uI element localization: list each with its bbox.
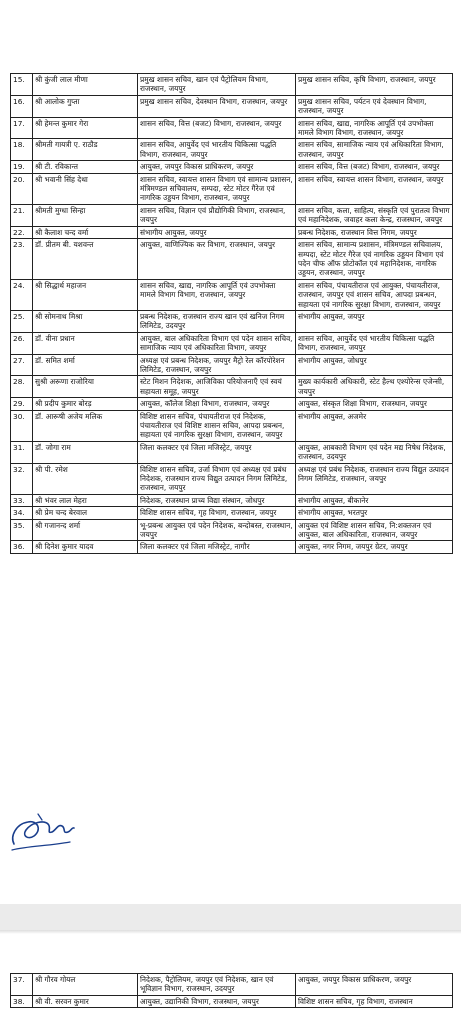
table-row [11,376,453,398]
current-posting-cell: प्रबन्ध निदेशक, राजस्थान राज्य खान एवं खनिज निगम लिमिटेड, उदयपुर [138,310,296,332]
new-posting-cell: आयुक्त, नगर निगम, जयपुर ग्रेटर, जयपुर [296,541,453,553]
table-row [11,354,453,376]
serial-number-cell: 22. [11,226,33,238]
table-row [11,398,453,410]
officer-name-cell: श्री पी. रमेश [33,463,138,494]
officer-name-cell: श्री गौरव गोयल [33,974,138,996]
current-posting-cell: शासन सचिव, स्वायत्त शासन विभाग एवं सामान्य प्रशासन, मंत्रिमण्डल सचिवालय, सम्पदा, स्टेट मोटर गैरेज एवं नागरिक उड्डयन विभाग, राजस्थान, जयपुर [138,173,296,204]
table-row [11,74,453,96]
new-posting-cell: शासन सचिव, सामाजिक न्याय एवं अधिकारिता विभाग, राजस्थान, जयपुर [296,139,453,161]
officer-name-cell: श्री कुंजी लाल मीणा [33,74,138,96]
table-row [11,494,453,506]
officer-name-cell: श्री सिद्धार्थ महाजन [33,279,138,310]
serial-number-cell: 32. [11,463,33,494]
current-posting-cell: जिला कलक्टर एवं जिला मजिस्ट्रेट, जयपुर [138,441,296,463]
new-posting-cell: संभागीय आयुक्त, भरतपुर [296,507,453,519]
table-row [11,139,453,161]
officer-name-cell: डॉ. वीना प्रधान [33,332,138,354]
table-row [11,239,453,280]
transfer-table [10,73,453,554]
serial-number-cell: 25. [11,310,33,332]
officer-name-cell: श्री गजानन्द शर्मा [33,519,138,541]
serial-number-cell: 31. [11,441,33,463]
table-row [11,117,453,139]
serial-number-cell: 27. [11,354,33,376]
serial-number-cell: 19. [11,161,33,173]
new-posting-cell: आयुक्त, संस्कृत शिक्षा विभाग, राजस्थान, जयपुर [296,398,453,410]
new-posting-cell: आयुक्त, आबकारी विभाग एवं पदेन मद्य निषेध निदेशक, राजस्थान, उदयपुर [296,441,453,463]
officer-name-cell: श्री प्रदीप कुमार बोरड़ [33,398,138,410]
new-posting-cell: संभागीय आयुक्त, अजमेर [296,410,453,441]
current-posting-cell: निदेशक, राजस्थान प्राच्य विद्या संस्थान, जोधपुर [138,494,296,506]
current-posting-cell: आयुक्त, वाणिज्यिक कर विभाग, राजस्थान, जयपुर [138,239,296,280]
table-row [11,995,453,1007]
officer-name-cell: श्री सोमनाथ मिश्रा [33,310,138,332]
serial-number-cell: 38. [11,995,33,1007]
serial-number-cell: 30. [11,410,33,441]
new-posting-cell: अध्यक्ष एवं प्रबंध निदेशक, राजस्थान राज्य विद्युत उत्पादन निगम लिमिटेड, राजस्थान, जयपुर [296,463,453,494]
officer-name-cell: डॉ. प्रीतम बी. यशवन्त [33,239,138,280]
new-posting-cell: संभागीय आयुक्त, जयपुर [296,310,453,332]
document-page-2 [0,930,461,1024]
officer-name-cell: सुश्री अरूणा राजोरिया [33,376,138,398]
new-posting-cell: प्रमुख शासन सचिव, कृषि विभाग, राजस्थान, जयपुर [296,74,453,96]
new-posting-cell: विशिष्ट शासन सचिव, गृह विभाग, राजस्थान [296,995,453,1007]
officer-name-cell: श्री भवानी सिंह देथा [33,173,138,204]
current-posting-cell: आयुक्त, कॉलेज शिक्षा विभाग, राजस्थान, जयपुर [138,398,296,410]
current-posting-cell: विशिष्ट शासन सचिव, गृह विभाग, राजस्थान, जयपुर [138,507,296,519]
new-posting-cell: शासन सचिव, पंचायतीराज एवं आयुक्त, पंचायतीराज, राजस्थान, जयपुर एवं शासन सचिव, आपदा प्रबन्धन, सहायता एवं नागरिक सुरक्षा विभाग, राजस्थान, जयपुर [296,279,453,310]
current-posting-cell: विशिष्ट शासन सचिव, उर्जा विभाग एवं अध्यक्ष एवं प्रबंध निदेशक, राजस्थान राज्य विद्युत उत्पादन निगम लिमिटेड, राजस्थान, जयपुर [138,463,296,494]
serial-number-cell: 16. [11,95,33,117]
table-row [11,541,453,553]
serial-number-cell: 36. [11,541,33,553]
serial-number-cell: 34. [11,507,33,519]
table-row [11,974,453,996]
officer-name-cell: डॉ. समित शर्मा [33,354,138,376]
new-posting-cell: शासन सचिव, सामान्य प्रशासन, मंत्रिमण्डल सचिवालय, सम्पदा, स्टेट मोटर गैरेज एवं नागरिक उड्डयन विभाग एवं पदेन चीफ ऑफ प्रोटोकॉल एवं महानिदेशक, नागरिक उड्डयन, राजस्थान, जयपुर [296,239,453,280]
current-posting-cell: शासन सचिव, विज्ञान एवं प्रौद्योगिकी विभाग, राजस्थान, जयपुर [138,204,296,226]
table-row [11,204,453,226]
serial-number-cell: 33. [11,494,33,506]
new-posting-cell: प्रमुख शासन सचिव, पर्यटन एवं देवस्थान विभाग, राजस्थान, जयपुर [296,95,453,117]
table-row [11,310,453,332]
serial-number-cell: 26. [11,332,33,354]
new-posting-cell: शासन सचिव, आयुर्वेद एवं भारतीय चिकित्सा पद्धति विभाग, राजस्थान, जयपुर [296,332,453,354]
transfer-table-body [11,74,453,554]
officer-name-cell: श्री दिनेश कुमार यादव [33,541,138,553]
officer-name-cell: श्री भंवर लाल मेहरा [33,494,138,506]
current-posting-cell: निदेशक, पैट्रोलियम, जयपुर एवं निदेशक, खान एवं भूविज्ञान विभाग, राजस्थान, उदयपुर [138,974,296,996]
table-row [11,173,453,204]
current-posting-cell: अध्यक्ष एवं प्रबन्ध निदेशक, जयपुर मैट्रो रेल कॉरपोरेशन लिमिटेड, राजस्थान, जयपुर [138,354,296,376]
table-row [11,161,453,173]
table-row [11,441,453,463]
handwritten-signature [8,806,78,856]
serial-number-cell: 18. [11,139,33,161]
serial-number-cell: 37. [11,974,33,996]
new-posting-cell: संभागीय आयुक्त, बीकानेर [296,494,453,506]
table-row [11,410,453,441]
table-row [11,507,453,519]
officer-name-cell: श्रीमती गायत्री ए. राठौड [33,139,138,161]
officer-name-cell: डॉ. आरूषी अजेय मलिक [33,410,138,441]
officer-name-cell: श्री हेमन्त कुमार गेरा [33,117,138,139]
table-row [11,519,453,541]
officer-name-cell: श्रीमती मुग्धा सिन्हा [33,204,138,226]
serial-number-cell: 23. [11,239,33,280]
table-row [11,463,453,494]
table-row [11,226,453,238]
officer-name-cell: श्री वी. सरवन कुमार [33,995,138,1007]
transfer-table-continued [10,973,453,1008]
new-posting-cell: आयुक्त एवं विशिष्ट शासन सचिव, नि:शक्तजन एवं आयुक्त, बाल अधिकारिता, राजस्थान, जयपुर [296,519,453,541]
current-posting-cell: प्रमुख शासन सचिव, खान एवं पैट्रोलियम विभाग, राजस्थान, जयपुर [138,74,296,96]
transfer-table-body-continued [11,974,453,1008]
new-posting-cell: मुख्य कार्यकारी अधिकारी, स्टेट हैल्थ एश्योरेन्स एजेन्सी, जयपुर [296,376,453,398]
officer-name-cell: श्री टी. रविकान्त [33,161,138,173]
current-posting-cell: शासन सचिव, वित्त (बजट) विभाग, राजस्थान, जयपुर [138,117,296,139]
serial-number-cell: 29. [11,398,33,410]
new-posting-cell: प्रबन्ध निदेशक, राजस्थान वित्त निगम, जयपुर [296,226,453,238]
current-posting-cell: आयुक्त, उद्यानिकी विभाग, राजस्थान, जयपुर [138,995,296,1007]
new-posting-cell: शासन सचिव, कला, साहित्य, संस्कृति एवं पुरातत्व विभाग एवं महानिदेशक, जवाहर कला केन्द्र, राजस्थान, जयपुर [296,204,453,226]
table-row [11,279,453,310]
new-posting-cell: शासन सचिव, स्वायत्त शासन विभाग, राजस्थान, जयपुर [296,173,453,204]
current-posting-cell: भू-प्रबन्ध आयुक्त एवं पदेन निदेशक, बन्दोबस्त, राजस्थान, जयपुर [138,519,296,541]
officer-name-cell: श्री आलोक गुप्ता [33,95,138,117]
current-posting-cell: आयुक्त, जयपुर विकास प्राधिकरण, जयपुर [138,161,296,173]
officer-name-cell: डॉ. जोगा राम [33,441,138,463]
serial-number-cell: 28. [11,376,33,398]
serial-number-cell: 15. [11,74,33,96]
current-posting-cell: संभागीय आयुक्त, जयपुर [138,226,296,238]
current-posting-cell: शासन सचिव, खाद्य, नागरिक आपूर्ति एवं उपभोक्ता मामले विभाग विभाग, राजस्थान, जयपुर [138,279,296,310]
officer-name-cell: श्री प्रेम चन्द बेरवाल [33,507,138,519]
table-row [11,332,453,354]
current-posting-cell: विशिष्ट शासन सचिव, पंचायतीराज एवं निदेशक, पंचायतीराज एवं विशिष्ट शासन सचिव, आपदा प्रबन्धन, सहायता एवं नागरिक सुरक्षा विभाग, राजस्थान, जयपुर [138,410,296,441]
new-posting-cell: शासन सचिव, वित्त (बजट) विभाग, राजस्थान, जयपुर [296,161,453,173]
serial-number-cell: 35. [11,519,33,541]
serial-number-cell: 17. [11,117,33,139]
serial-number-cell: 24. [11,279,33,310]
current-posting-cell: स्टेट मिशन निदेशक, आजिविका परियोजनाएँ एवं स्वयं सहायता समूह, जयपुर [138,376,296,398]
current-posting-cell: शासन सचिव, आयुर्वेद एवं भारतीय चिकित्सा पद्धति विभाग, राजस्थान, जयपुर [138,139,296,161]
new-posting-cell: आयुक्त, जयपुर विकास प्राधिकरण, जयपुर [296,974,453,996]
officer-name-cell: श्री कैलाश चन्द वर्मा [33,226,138,238]
serial-number-cell: 21. [11,204,33,226]
new-posting-cell: शासन सचिव, खाद्य, नागरिक आपूर्ति एवं उपभोक्ता मामले विभाग विभाग, राजस्थान, जयपुर [296,117,453,139]
current-posting-cell: जिला कलक्टर एवं जिला मजिस्ट्रेट, नागौर [138,541,296,553]
current-posting-cell: आयुक्त, बाल अधिकारिता विभाग एवं पदेन शासन सचिव, सामाजिक न्याय एवं अधिकारिता विभाग, जयपुर [138,332,296,354]
serial-number-cell: 20. [11,173,33,204]
new-posting-cell: संभागीय आयुक्त, जोधपुर [296,354,453,376]
table-row [11,95,453,117]
current-posting-cell: प्रमुख शासन सचिव, देवस्थान विभाग, राजस्थान, जयपुर [138,95,296,117]
